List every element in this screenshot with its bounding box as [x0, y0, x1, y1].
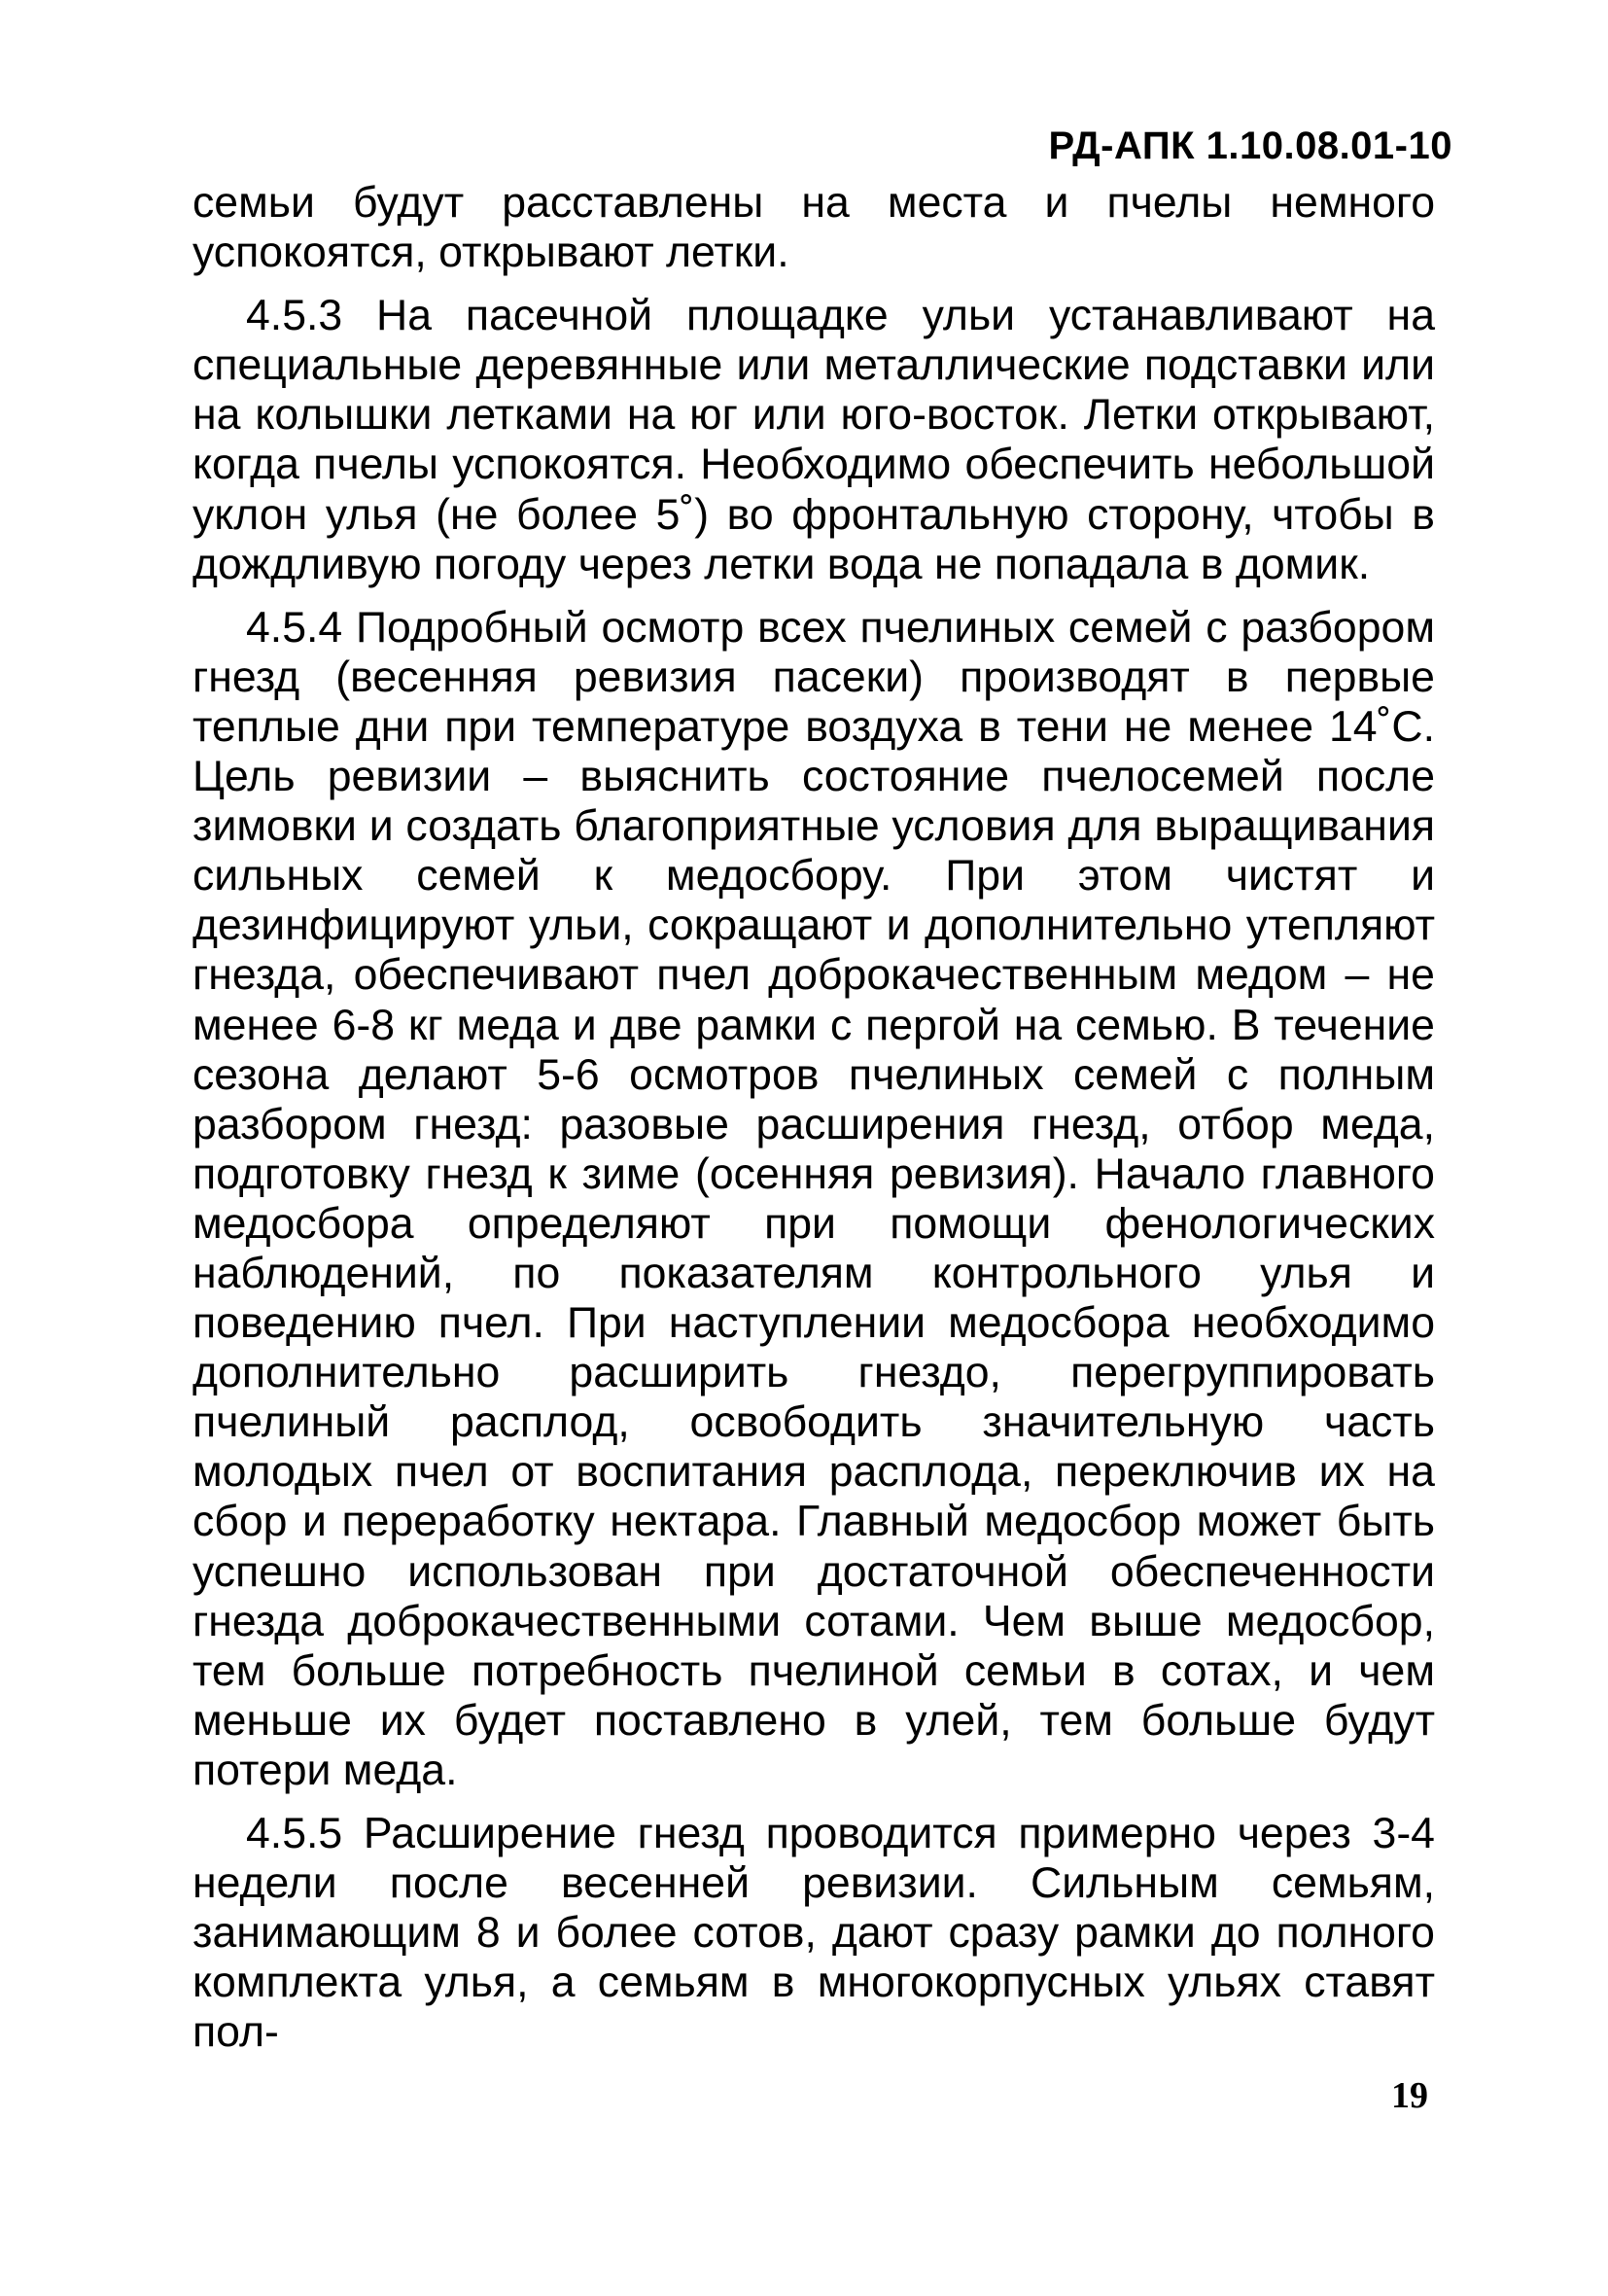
paragraph-4-5-3: 4.5.3 На пасечной площадке ульи устанавливают на специальные деревянные или металлические подставки или на колышки летками на юг или юго-восток. Летки открывают, когда пчелы успокоятся. Необходимо обеспечить небольшой уклон улья (не более 5˚) во фронтальную сторону, чтобы в дождливую погоду через летки вода не попадала в домик.	[192, 292, 1435, 588]
document-code-header: РД-АПК 1.10.08.01-10	[1048, 124, 1452, 167]
paragraph-4-5-5: 4.5.5 Расширение гнезд проводится примерно через 3-4 недели после весенней ревизии. Сильным семьям, занимающим 8 и более сотов, дают сразу рамки до полного комплекта улья, а семьям в многокорпусных ульях ставят пол-	[192, 1810, 1435, 2057]
paragraph-continuation: семьи будут расставлены на места и пчелы немного успокоятся, открывают летки.	[192, 179, 1435, 277]
page-number: 19	[1391, 2075, 1428, 2116]
paragraph-4-5-4: 4.5.4 Подробный осмотр всех пчелиных семей с разбором гнезд (весенняя ревизия пасеки) производят в первые теплые дни при температуре воздуха в тени не менее 14˚С. Цель ревизии – выяснить состояние пчелосемей после зимовки и создать благоприятные условия для выращивания сильных семей к медосбору. При этом чистят и дезинфицируют ульи, сокращают и дополнительно утепляют гнезда, обеспечивают пчел доброкачественным медом – не менее 6-8 кг меда и две рамки с пергой на семью. В течение сезона делают 5-6 осмотров пчелиных семей с полным разбором гнезд: разовые расширения гнезд, отбор меда, подготовку гнезд к зиме (осенняя ревизия). Начало главного медосбора определяют при помощи фенологических наблюдений, по показателям контрольного улья и поведению пчел. При наступлении медосбора необходимо дополнительно расширить гнездо, перегруппировать пчелиный расплод, освободить значительную часть молодых пчел от воспитания расплода, переключив их на сбор и переработку нектара. Главный медосбор может быть успешно использован при достаточной обеспеченности гнезда доброкачественными сотами. Чем выше медосбор, тем больше потребность пчелиной семьи в сотах, и чем меньше их будет поставлено в улей, тем больше будут потери меда.	[192, 603, 1435, 1794]
body-text	[192, 178, 1435, 2070]
